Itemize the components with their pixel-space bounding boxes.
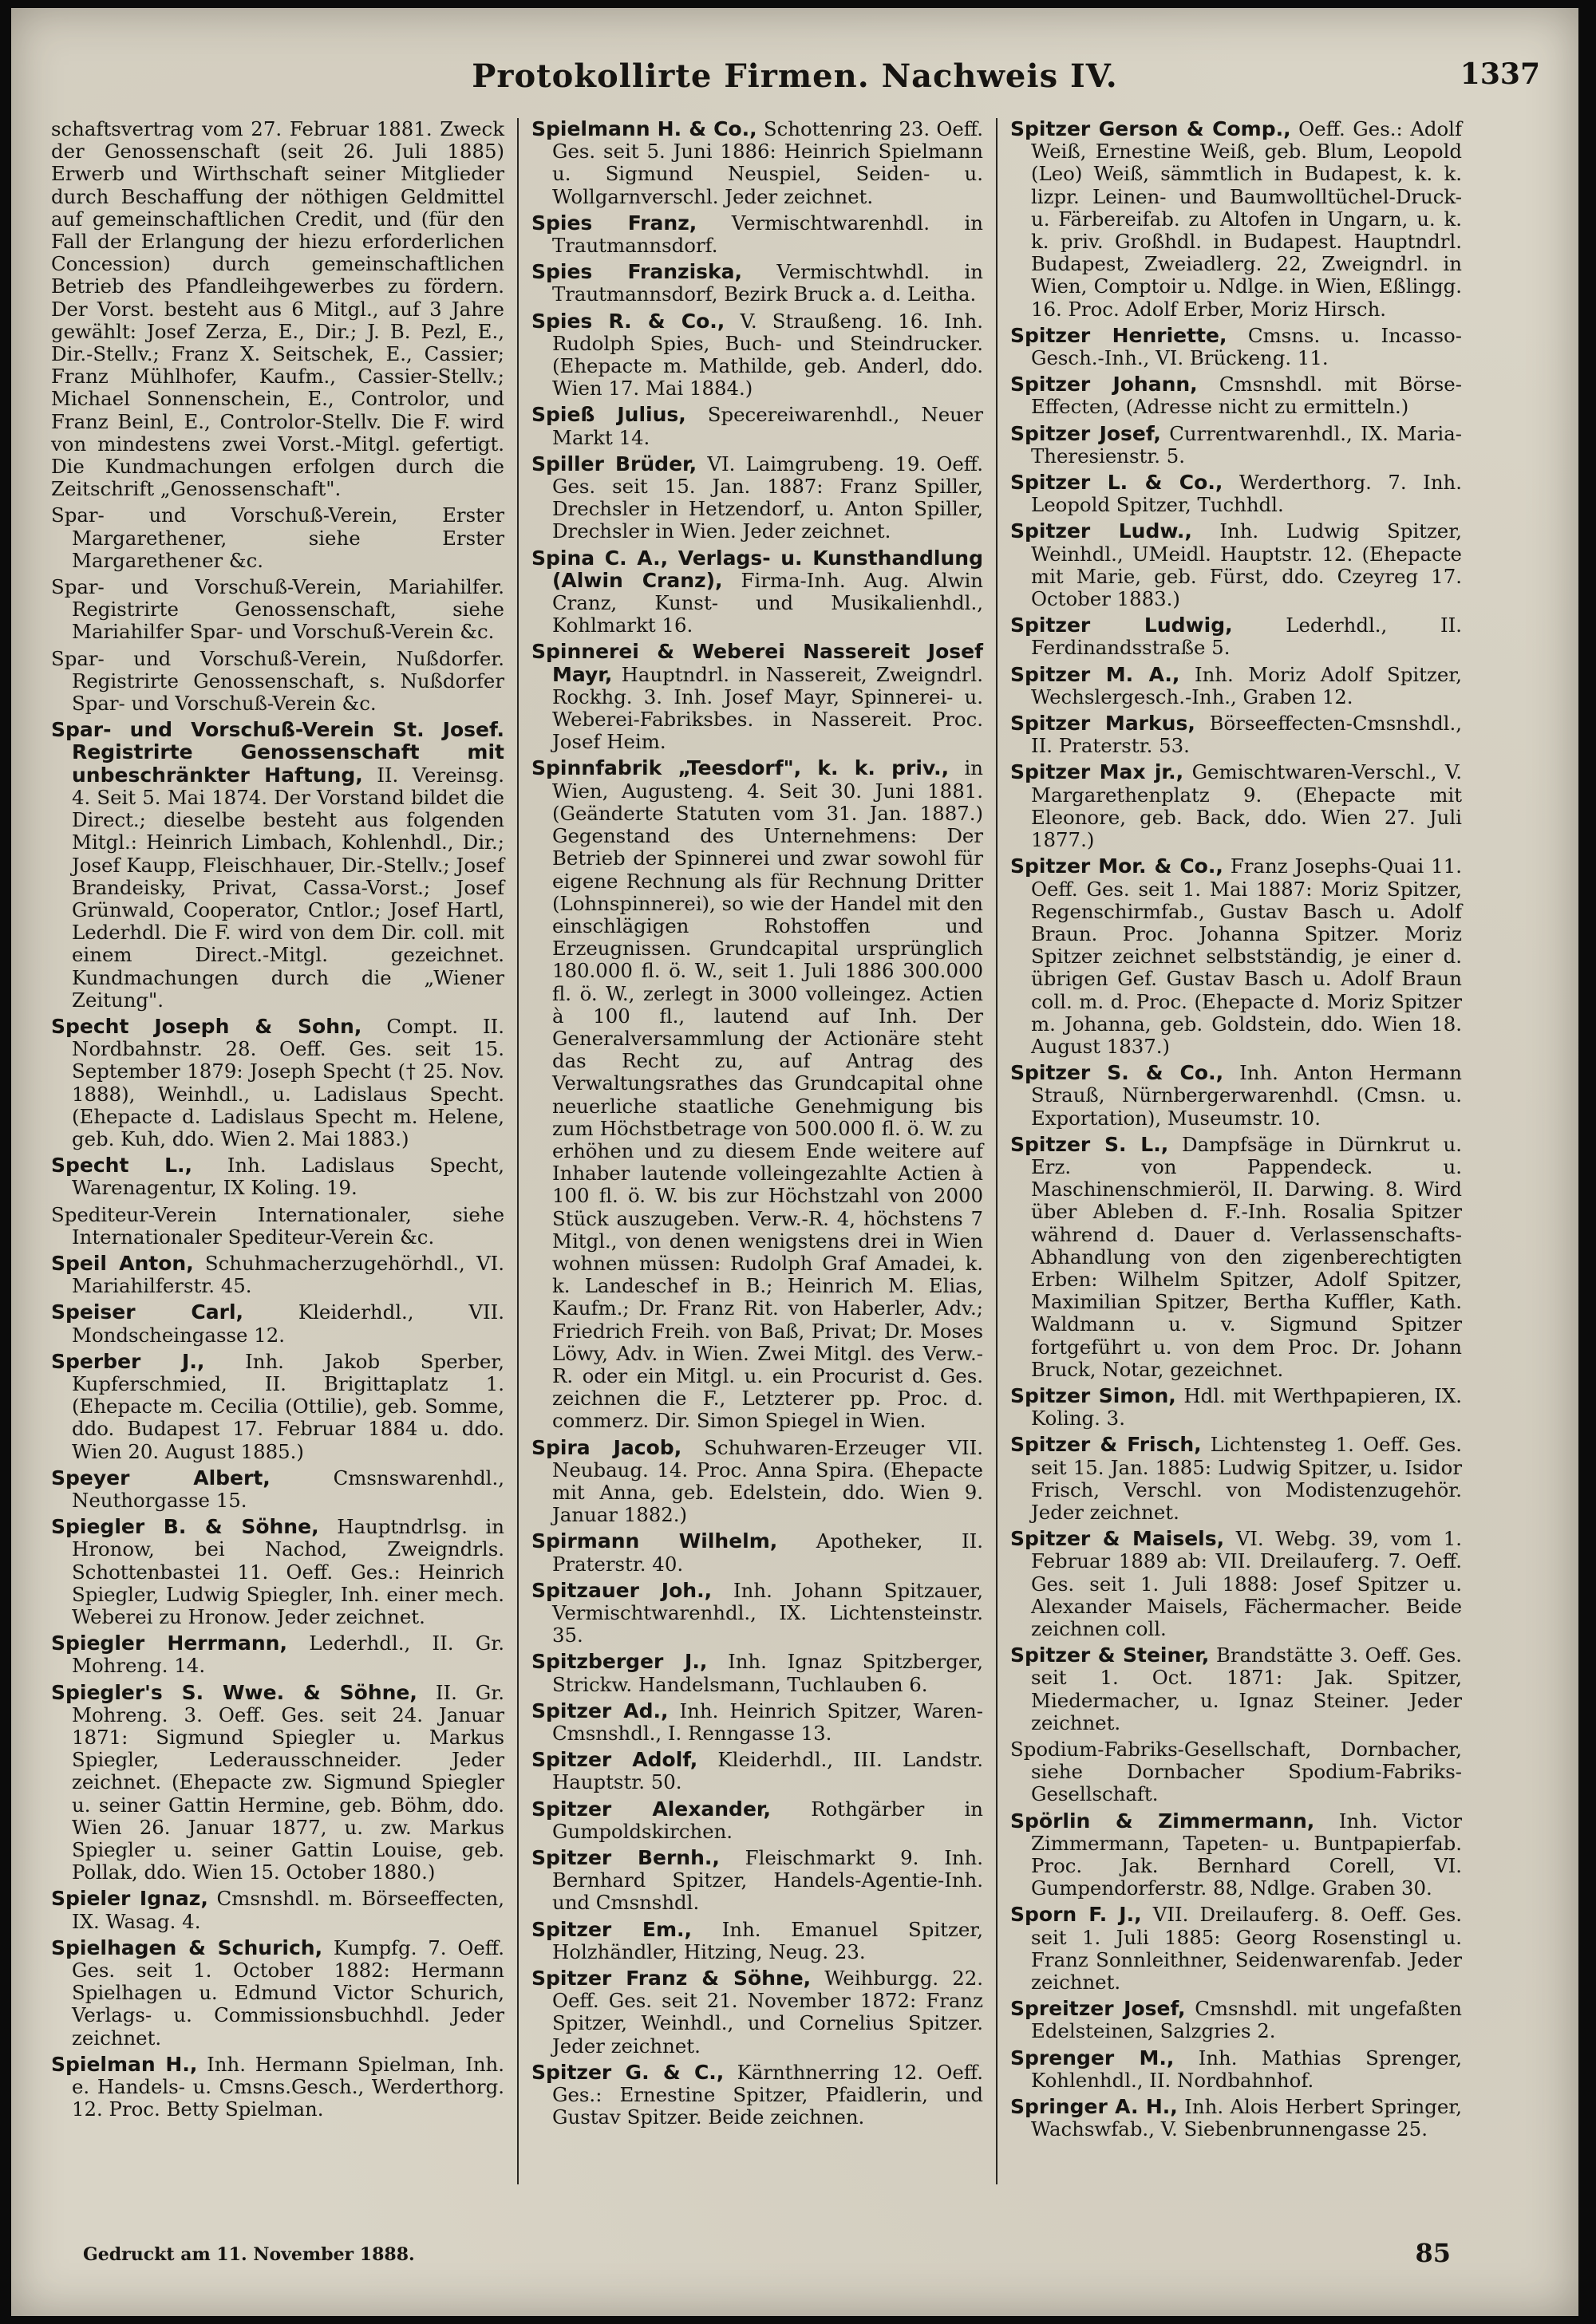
entry-text: Inh. Hermann Spielman, Inh. e. Handels- u. Cmsns.Gesch., Werderthorg. 12. Proc. Betty Spielman. [72, 2052, 504, 2121]
directory-entry [1010, 2047, 1462, 2092]
firm-name: Spinnfabrik „Teesdorf", k. k. priv., [531, 756, 950, 780]
column-left [38, 118, 517, 2184]
directory-entry [1010, 1134, 1462, 1381]
directory-entry [1010, 712, 1462, 757]
firm-name: Spieler Ignaz, [51, 1887, 208, 1911]
directory-entry [51, 2054, 504, 2121]
directory-entry [531, 1651, 983, 1695]
firm-name: Springer A. H., [1010, 2095, 1178, 2119]
firm-name: Sprenger M., [1010, 2046, 1175, 2070]
directory-entry [531, 1919, 983, 1963]
entry-text: Inh. Ignaz Spitzberger, Strickw. Handelsmann, Tuchlauben 6. [552, 1650, 983, 1696]
entry-text: Rothgärber in Gumpoldskirchen. [552, 1797, 983, 1843]
directory-entry [1010, 1528, 1462, 1640]
firm-name: Spitzer Franz & Söhne, [531, 1967, 812, 1991]
directory-entry [531, 547, 983, 637]
directory-entry [531, 118, 983, 208]
directory-entry [531, 641, 983, 753]
entry-text: Firma-Inh. Aug. Alwin Cranz, Kunst- und Musikalienhdl., Kohlmarkt 16. [552, 568, 983, 637]
firm-name: Spiegler's S. Wwe. & Söhne, [51, 1680, 417, 1704]
entry-text: Schuhmacherzugehörhdl., VI. Mariahilferstr. 45. [72, 1251, 504, 1298]
entry-text: Kleiderhdl., III. Landstr. Hauptstr. 50. [552, 1748, 983, 1794]
firm-name: Spitzer Adolf, [531, 1748, 698, 1772]
entry-text: Spar- und Vorschuß-Verein, Mariahilfer. Registrirte Genossenschaft, siehe Mariahilfer Spar- und Vorschuß-Verein &c. [51, 575, 504, 644]
directory-page [11, 8, 1578, 2316]
directory-entry [1010, 1062, 1462, 1130]
running-title: Protokollirte Firmen. Nachweis IV. [472, 57, 1118, 95]
entry-text: VII. Dreilauferg. 8. Oeff. Ges. seit 1. Juli 1885: Georg Rosenstingl u. Franz Sonnleithner, Seidenwarenfab. Jeder zeichnet. [1031, 1903, 1462, 1995]
entry-text: Schuhwaren-Erzeuger VII. Neubaug. 14. Proc. Anna Spira. (Ehepacte mit Anna, geb. Edelstein, ddo. Wien 9. Januar 1882.) [552, 1435, 983, 1527]
firm-name: Spörlin & Zimmermann, [1010, 1809, 1315, 1833]
entry-text: Inh. Victor Zimmermann, Tapeten- u. Buntpapierfab. Proc. Jak. Bernhard Corell, VI. Gumpendorferstr. 88, Ndlge. Graben 30. [1031, 1809, 1462, 1900]
entry-text: Börseeffecten-Cmsnshdl., II. Praterstr. 53. [1031, 712, 1462, 758]
firm-name: Speiser Carl, [51, 1300, 244, 1324]
entry-text: Dampfsäge in Dürnkrut u. Erz. von Pappendeck. u. Maschinenschmieröl, II. Darwing. 8. Wird über Ableben d. F.-Inh. Rosalia Spitzer während d. Dauer d. Verlassenschafts-Abhandlung von den zigenberechtigten Erben: Wilhelm Spitzer, Adolf Spitzer, Maximilian Spitzer, Bertha Kuffler, Kath. Waldmann u. v. Sigmund Spitzer fortgeführt u. von dem Proc. Dr. Johann Bruck, Notar, gezeichnet. [1031, 1132, 1462, 1381]
entry-text: Lederhdl., II. Ferdinandsstraße 5. [1031, 614, 1462, 660]
directory-entry [1010, 325, 1462, 369]
directory-entry [1010, 1434, 1462, 1524]
text-columns [38, 118, 1551, 2184]
entry-text: Cmsnshdl. m. Börseeffecten, IX. Wasag. 4. [72, 1887, 504, 1933]
directory-entry [531, 212, 983, 257]
entry-text: VI. Webg. 39, vom 1. Februar 1889 ab: VII. Dreilauferg. 7. Oeff. Ges. seit 1. Juli 1888: Josef Spitzer u. Alexander Maisels, Fächermacher. Beide zeichnen coll. [1031, 1527, 1462, 1640]
firm-name: Spitzauer Joh., [531, 1578, 713, 1602]
firm-name: Spielhagen & Schurich, [51, 1935, 323, 1959]
firm-name: Spies Franz, [531, 211, 697, 235]
directory-entry [531, 757, 983, 1432]
entry-text: Specereiwarenhdl., Neuer Markt 14. [552, 403, 983, 449]
directory-entry [531, 1530, 983, 1575]
directory-entry [51, 504, 504, 572]
entry-text: in Wien, Augusteng. 4. Seit 30. Juni 1881. (Geänderte Statuten vom 31. Jan. 1887.) Gegenstand des Unternehmens: Der Betrieb der Spinnerei und zwar sowohl für eigene Rechnung als für Rechnung Dritter (Lohnspinnerei), so wie der Handel mit den einschlägigen Rohstoffen und Erzeugnissen. Grundcapital ursprünglich 180.000 fl. ö. W., seit 1. Juli 1886 300.000 fl. ö. W., zerlegt in 3000 volleingez. Actien à 100 fl., lautend auf Inh. Der Generalversammlung der Actionäre steht das Recht zu, auf Antrag des Verwaltungsrathes das Grundcapital ohne neuerliche staatliche Genehmigung bis zum Höchstbetrage von 500.000 fl. ö. W. zu erhöhen und zu diesem Ende weitere auf Inhaber lautende volleingezahlte Actien à 100 fl. ö. W. bis zur Höchstzahl von 2000 Stück auszugeben. Verw.-R. 4, höchstens 7 Mitgl., von denen wenigstens drei in Wien wohnen müssen: Rudolph Graf Amadei, k. k. Landeschef in B.; Heinrich M. Elias, Kaufm.; Dr. Franz Rit. von Haberler, Adv.; Friedrich Freih. von Baß, Privat; Dr. Moses Löwy, Adv. in Wien. Zwei Mitgl. des Verw.-R. oder ein Mitgl. u. ein Procurist d. Ges. zeichnen die F., Letzterer pp. Proc. d. commerz. Dir. Simon Spiegel in Wien. [552, 756, 983, 1433]
firm-name: Spitzer Mor. & Co., [1010, 854, 1223, 878]
directory-entry [1010, 1904, 1462, 1994]
firm-name: Speyer Albert, [51, 1466, 271, 1489]
entry-text: Hauptndrlsg. in Hronow, bei Nachod, Zweigndrls. Schottenbastei 11. Oeff. Ges.: Heinrich Spiegler, Ludwig Spiegler, Inh. einer mech. Weberei zu Hronow. Jeder zeichnet. [72, 1515, 504, 1628]
page-header [43, 57, 1547, 105]
directory-entry [531, 1749, 983, 1793]
firm-name: Spiegler B. & Söhne, [51, 1515, 319, 1539]
directory-entry [51, 1253, 504, 1297]
column-middle [517, 118, 996, 2184]
page-footer [83, 2238, 1507, 2270]
firm-name: Spitzer & Frisch, [1010, 1433, 1202, 1457]
directory-entry [51, 1516, 504, 1628]
firm-name: Spitzer Ad., [531, 1699, 669, 1722]
directory-entry [51, 648, 504, 716]
directory-entry [1010, 855, 1462, 1058]
entry-text: VI. Laimgrubeng. 19. Oeff. Ges. seit 15. Jan. 1887: Franz Spiller, Drechsler in Hetzendorf, u. Anton Spiller, Drechsler in Wien. Jeder zeichnet. [552, 452, 983, 543]
directory-entry [51, 1682, 504, 1884]
directory-entry [1010, 118, 1462, 321]
entry-text: Inh. Ludwig Spitzer, Weinhdl., UMeidl. Hauptstr. 12. (Ehepacte mit Marie, geb. Fürst, ddo. Czeyreg 17. October 1883.) [1031, 519, 1462, 611]
entry-text: Brandstätte 3. Oeff. Ges. seit 1. Oct. 1871: Jak. Spitzer, Miedermacher, u. Ignaz Steiner. Jeder zeichnet. [1031, 1643, 1462, 1734]
firm-name: Spies Franziska, [531, 260, 743, 284]
entry-text: Oeff. Ges.: Adolf Weiß, Ernestine Weiß, geb. Blum, Leopold (Leo) Weiß, sämmtlich in Budapest, k. k. lizpr. Leinen- und Baumwolltüchel-Druck- u. Färbereifab. zu Altofen in Ungarn, u. k. k. priv. Großhdl. in Budapest. Hauptndrl. Budapest, Zweiadlerg. 22, Zweigndrl. in Wien, Comptoir u. Ndlge. in Wien, Eßlingg. 16. Proc. Adolf Erber, Moriz Hirsch. [1031, 118, 1462, 321]
firm-name: Spitzer S. & Co., [1010, 1061, 1224, 1085]
directory-entry [51, 719, 504, 1012]
directory-entry [51, 1351, 504, 1463]
directory-entry [531, 453, 983, 543]
directory-entry [531, 1437, 983, 1527]
firm-name: Spitzberger J., [531, 1650, 708, 1674]
firm-name: Spitzer L. & Co., [1010, 471, 1223, 495]
firm-name: Spirmann Wilhelm, [531, 1529, 778, 1553]
directory-entry [531, 1967, 983, 2058]
firm-name: Sperber J., [51, 1349, 205, 1373]
directory-entry [51, 1888, 504, 1932]
directory-entry [1010, 1738, 1462, 1806]
firm-name: Spitzer & Steiner, [1010, 1643, 1210, 1667]
entry-text: Werderthorg. 7. Inh. Leopold Spitzer, Tuchhdl. [1031, 471, 1462, 517]
firm-name: Spinnerei & Weberei Nassereit Josef Mayr, [531, 640, 983, 686]
directory-entry [51, 1016, 504, 1150]
entry-text: Apotheker, II. Praterstr. 40. [552, 1529, 983, 1576]
sheet-number: 85 [1415, 2238, 1451, 2268]
firm-name: Spitzer Ludwig, [1010, 614, 1233, 637]
firm-name: Spies R. & Co., [531, 309, 725, 333]
firm-name: Spreitzer Josef, [1010, 1997, 1186, 2021]
entry-text: Kärnthnerring 12. Oeff. Ges.: Ernestine Spitzer, Pfaidlerin, und Gustav Spitzer. Beide zeichnen. [552, 2060, 983, 2129]
firm-name: Spitzer Henriette, [1010, 323, 1227, 347]
directory-entry [51, 1154, 504, 1199]
firm-name: Spielman H., [51, 2052, 198, 2076]
directory-entry [1010, 423, 1462, 468]
print-date: Gedruckt am 11. November 1888. [83, 2244, 415, 2265]
firm-name: Spitzer Gerson & Comp., [1010, 118, 1291, 140]
entry-text: Kleiderhdl., VII. Mondscheingasse 12. [72, 1300, 504, 1347]
entry-text: Inh. Heinrich Spitzer, Waren-Cmsnshdl., I. Renngasse 13. [552, 1699, 983, 1746]
entry-text: schaftsvertrag vom 27. Februar 1881. Zweck der Genossenschaft (seit 26. Juli 1885) Erwerb und Wirthschaft seiner Mitglieder durch Beschaffung der nöthigen Geldmittel auf gemeinschaftlichen Credit, und (für den Fall der Erlangung der hiezu erforderlichen Concession) durch gemeinschaftlichen Betrieb des Pfandleihgewerbes zu fördern. Der Vorst. besteht aus 6 Mitgl., auf 3 Jahre gewählt: Josef Zerza, E., Dir.; J. B. Pezl, E., Dir.-Stellv.; Franz X. Seitschek, E., Cassier; Franz Mühlhofer, Kaufm., Cassier-Stellv.; Michael Sonnenschein, E., Controlor, und Franz Beinl, E., Controlor-Stellv. Die F. wird von mindestens zwei Vorst.-Mitgl. gefertigt. Die Kundmachungen erfolgen durch die Zeitschrift „Genossenschaft". [51, 118, 504, 501]
firm-name: Spira Jacob, [531, 1435, 682, 1459]
entry-text: Spar- und Vorschuß-Verein, Erster Margarethener, siehe Erster Margarethener &c. [51, 503, 504, 572]
entry-text: Compt. II. Nordbahnstr. 28. Oeff. Ges. seit 15. September 1879: Joseph Specht († 25. Nov. 1888), Weinhdl., u. Ladislaus Specht. (Ehepacte d. Ladislaus Specht m. Helene, geb. Kuh, ddo. Wien 2. Mai 1883.) [72, 1014, 504, 1150]
directory-entry [51, 576, 504, 644]
entry-text: Cmsnshdl. mit ungefaßten Edelsteinen, Salzgries 2. [1031, 1997, 1462, 2043]
firm-name: Spitzer M. A., [1010, 662, 1180, 686]
entry-text: Kumpfg. 7. Oeff. Ges. seit 1. October 1882: Hermann Spielhagen u. Edmund Victor Schurich, Verlags- u. Commissionsbuchhdl. Jeder zeichnet. [72, 1935, 504, 2050]
firm-name: Spitzer Johann, [1010, 373, 1198, 397]
entry-text: Franz Josephs-Quai 11. Oeff. Ges. seit 1. Mai 1887: Moriz Spitzer, Regenschirmfab., Gustav Basch u. Adolf Braun. Proc. Johanna Spitzer. Moriz Spitzer zeichnet selbstständig, je einer d. übrigen Gef. Gustav Basch u. Adolf Braun coll. m. d. Proc. (Ehepacte d. Moriz Spitzer m. Johanna, geb. Goldstein, ddo. Wien 18. August 1837.) [1031, 854, 1462, 1058]
firm-name: Spitzer S. L., [1010, 1132, 1169, 1156]
entry-text: Gemischtwaren-Verschl., V. Margarethenplatz 9. (Ehepacte mit Eleonore, geb. Back, ddo. Wien 27. Juli 1877.) [1031, 760, 1462, 852]
firm-name: Spiegler Herrmann, [51, 1632, 287, 1655]
directory-entry [1010, 2096, 1462, 2141]
entry-text: Vermischtwarenhdl. in Trautmannsdorf. [552, 211, 983, 258]
entry-text: Inh. Mathias Sprenger, Kohlenhdl., II. Nordbahnhof. [1031, 2046, 1462, 2092]
firm-name: Spitzer Em., [531, 1917, 693, 1941]
directory-entry [1010, 1998, 1462, 2042]
directory-entry [531, 2062, 983, 2129]
directory-entry [1010, 614, 1462, 659]
entry-text: Schottenring 23. Oeff. Ges. seit 5. Juni 1886: Heinrich Spielmann u. Sigmund Neuspiel, Seiden- u. Wollgarnverschl. Jeder zeichnet. [552, 118, 983, 208]
entry-text: Inh. Johann Spitzauer, Vermischtwarenhdl., IX. Lichtensteinstr. 35. [552, 1578, 983, 1647]
firm-name: Specht L., [51, 1154, 193, 1178]
firm-name: Spieß Julius, [531, 403, 686, 427]
directory-entry [531, 261, 983, 306]
entry-text: Inh. Moriz Adolf Spitzer, Wechslergesch.-Inh., Graben 12. [1031, 662, 1462, 708]
directory-entry [1010, 520, 1462, 610]
entry-text: II. Vereinsg. 4. Seit 5. Mai 1874. Der Vorstand bildet die Direct.; dieselbe besteht aus folgenden Mitgl.: Heinrich Limbach, Kohlenhdl., Dir.; Josef Kaupp, Fleischhauer, Dir.-Stellv.; Josef Brandeisky, Privat, Cassa-Vorst.; Josef Grünwald, Cooperator, Cntlor.; Josef Hartl, Lederhdl. Die F. wird von dem Dir. coll. mit einem Direct.-Mitgl. gezeichnet. Kundmachungen durch die „Wiener Zeitung". [72, 763, 504, 1012]
firm-name: Speil Anton, [51, 1251, 194, 1275]
firm-name: Spitzer Simon, [1010, 1383, 1176, 1407]
firm-name: Spiller Brüder, [531, 452, 697, 475]
directory-entry [531, 1847, 983, 1915]
directory-entry [531, 310, 983, 400]
directory-entry [1010, 1385, 1462, 1430]
directory-entry [51, 1301, 504, 1346]
entry-text: Cmsnswarenhdl., Neuthorgasse 15. [72, 1466, 504, 1512]
firm-name: Spitzer G. & C., [531, 2060, 725, 2084]
firm-name: Spitzer & Maisels, [1010, 1527, 1225, 1551]
directory-entry [531, 404, 983, 448]
page-number: 1337 [1460, 57, 1540, 91]
entry-text: Lichtensteg 1. Oeff. Ges. seit 15. Jan. 1885: Ludwig Spitzer, u. Isidor Frisch, Verschl. von Modistenzugehör. Jeder zeichnet. [1031, 1433, 1462, 1524]
firm-name: Spitzer Josef, [1010, 421, 1161, 445]
directory-entry [51, 1632, 504, 1677]
directory-entry [51, 1204, 504, 1249]
directory-entry [1010, 761, 1462, 851]
firm-name: Spar- und Vorschuß-Verein St. Josef. Registrirte Genossenschaft mit unbeschränkter Haftung, [51, 718, 504, 787]
entry-text: Cmsns. u. Incasso-Gesch.-Inh., VI. Brückeng. 11. [1031, 323, 1462, 370]
directory-entry [51, 118, 504, 500]
entry-text: Spodium-Fabriks-Gesellschaft, Dornbacher, siehe Dornbacher Spodium-Fabriks-Gesellschaft. [1010, 1738, 1462, 1806]
entry-text: Currentwarenhdl., IX. Maria-Theresienstr. 5. [1031, 421, 1462, 468]
entry-text: Lederhdl., II. Gr. Mohreng. 14. [72, 1632, 504, 1678]
firm-name: Spitzer Alexander, [531, 1797, 772, 1821]
entry-text: Hdl. mit Werthpapieren, IX. Koling. 3. [1031, 1383, 1462, 1430]
entry-text: Fleischmarkt 9. Inh. Bernhard Spitzer, Handels-Agentie-Inh. und Cmsnshdl. [552, 1846, 983, 1915]
directory-entry [531, 1798, 983, 1843]
directory-entry [1010, 1644, 1462, 1734]
firm-name: Spitzer Bernh., [531, 1846, 720, 1870]
entry-text: Inh. Ladislaus Specht, Warenagentur, IX Koling. 19. [72, 1154, 504, 1200]
directory-entry [1010, 1810, 1462, 1900]
entry-text: II. Gr. Mohreng. 3. Oeff. Ges. seit 24. Januar 1871: Sigmund Spiegler u. Markus Spiegler, Lederausschneider. Jeder zeichnet. (Ehepacte zw. Sigmund Spiegler u. seiner Gattin Hermine, geb. Böhm, ddo. Wien 26. Januar 1877, u. zw. Markus Spiegler u. seiner Gattin Louise, geb. Pollak, ddo. Wien 15. October 1880.) [72, 1680, 504, 1884]
directory-entry [1010, 373, 1462, 418]
firm-name: Spitzer Markus, [1010, 712, 1195, 736]
firm-name: Specht Joseph & Sohn, [51, 1014, 362, 1038]
entry-text: Inh. Alois Herbert Springer, Wachswfab., V. Siebenbrunnengasse 25. [1031, 2095, 1462, 2141]
entry-text: Hauptndrl. in Nassereit, Zweigndrl. Rockhg. 3. Inh. Josef Mayr, Spinnerei- u. Weberei-Fabriksbes. in Nassereit. Proc. Josef Heim. [552, 662, 983, 754]
firm-name: Sporn F. J., [1010, 1903, 1142, 1927]
firm-name: Spina C. A., Verlags- u. Kunsthandlung (Alwin Cranz), [531, 546, 983, 592]
directory-entry [51, 1467, 504, 1512]
entry-text: Vermischtwhdl. in Trautmannsdorf, Bezirk Bruck a. d. Leitha. [552, 260, 983, 306]
firm-name: Spitzer Max jr., [1010, 760, 1184, 784]
column-right [996, 118, 1475, 2184]
firm-name: Spielmann H. & Co., [531, 118, 757, 140]
directory-entry [531, 1580, 983, 1647]
entry-text: Spediteur-Verein Internationaler, siehe Internationaler Spediteur-Verein &c. [51, 1202, 504, 1249]
directory-entry [531, 1700, 983, 1745]
entry-text: Inh. Emanuel Spitzer, Holzhändler, Hitzing, Neug. 23. [552, 1917, 983, 1963]
entry-text: Inh. Anton Hermann Strauß, Nürnbergerwarenhdl. (Cmsn. u. Exportation), Museumstr. 10. [1031, 1061, 1462, 1130]
directory-entry [1010, 472, 1462, 516]
firm-name: Spitzer Ludw., [1010, 519, 1192, 543]
directory-entry [1010, 664, 1462, 708]
entry-text: Cmsnshdl. mit Börse-Effecten, (Adresse nicht zu ermitteln.) [1031, 373, 1462, 419]
entry-text: Weihburgg. 22. Oeff. Ges. seit 21. November 1872: Franz Spitzer, Weinhdl., und Cornelius Spitzer. Jeder zeichnet. [552, 1967, 983, 2058]
entry-text: Inh. Jakob Sperber, Kupferschmied, II. Brigittaplatz 1. (Ehepacte m. Cecilia (Ottilie), geb. Somme, ddo. Budapest 17. Februar 1884 u. ddo. Wien 20. August 1885.) [72, 1349, 504, 1463]
entry-text: Spar- und Vorschuß-Verein, Nußdorfer. Registrirte Genossenschaft, s. Nußdorfer Spar- und Vorschuß-Verein &c. [51, 646, 504, 716]
directory-entry [51, 1937, 504, 2050]
entry-text: V. Straußeng. 16. Inh. Rudolph Spies, Buch- und Steindrucker. (Ehepacte m. Mathilde, geb. Anderl, ddo. Wien 17. Mai 1884.) [552, 309, 983, 400]
